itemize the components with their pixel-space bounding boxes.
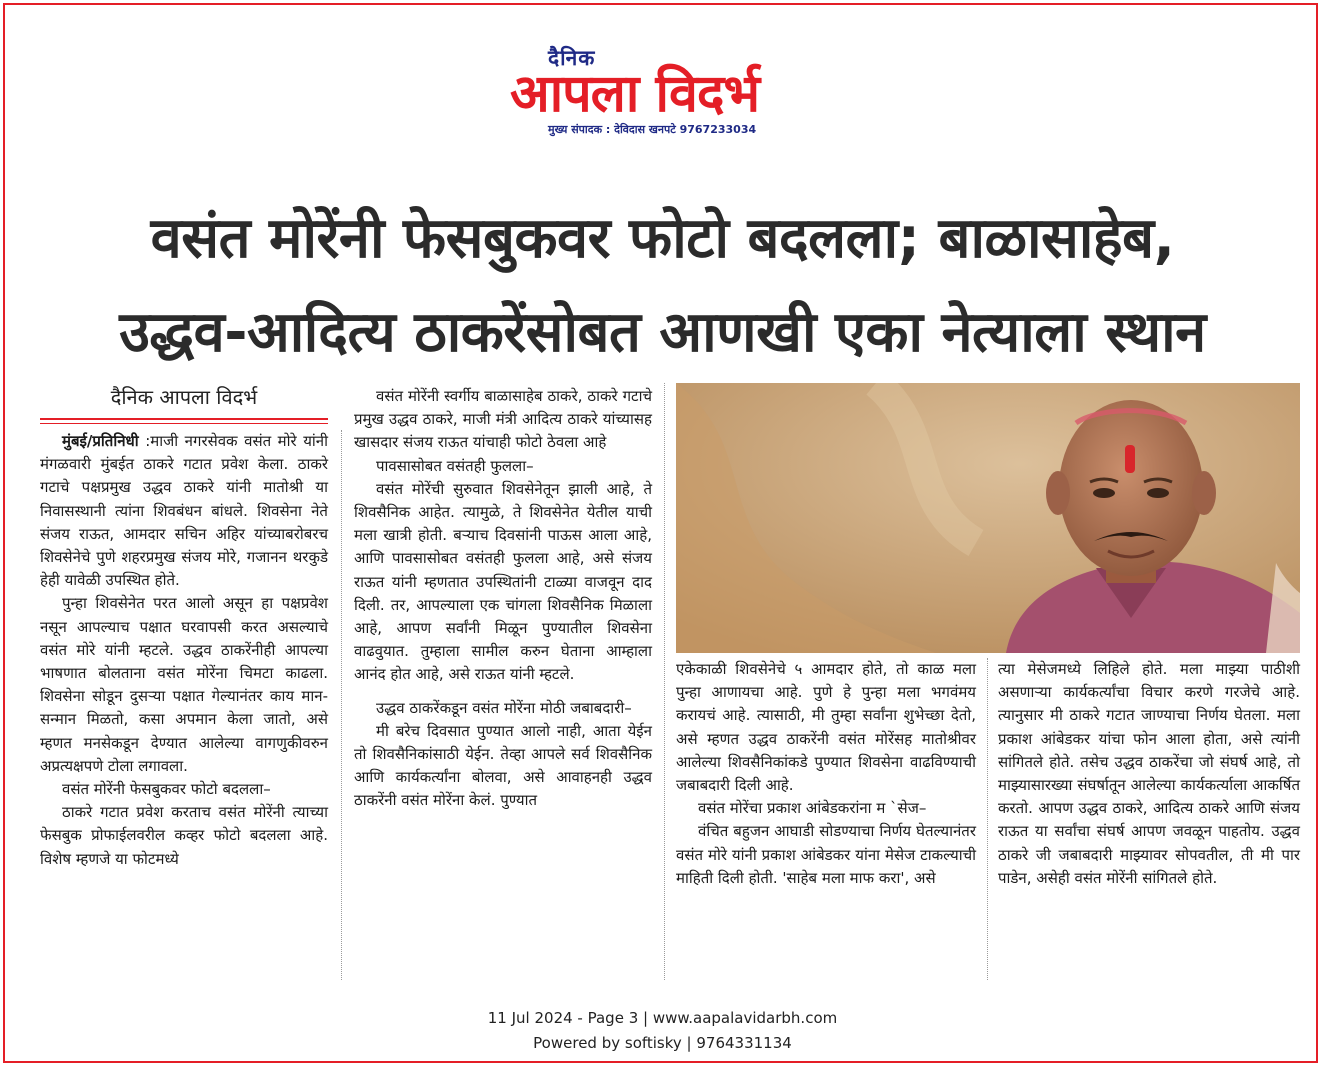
article-column-3 — [676, 658, 976, 890]
subheading: उद्धव ठाकरेंकडून वसंत मोरेंना मोठी जबाबदारी– — [376, 698, 632, 717]
column-divider — [987, 658, 988, 980]
article-column-4 — [998, 658, 1300, 890]
face — [1059, 400, 1203, 576]
byline-rule-thin — [40, 423, 328, 424]
article-paragraph: वसंत मोरेंची सुरुवात शिवसेनेतून झाली आहे, ते शिवसैनिक आहेत. त्यामुळे, ते शिवसेनेत येतील याची मला खात्री होती. बऱ्याच दिवसांनी पाऊस आला आहे, आणि पावसासोबत वसंतही फुलला आहे, असे संजय राऊत यांनी म्हणतात उपस्थितांनी टाळ्या वाजवून दाद दिली. तर, आपल्याला एक चांगला शिवसैनिक मिळाला आहे, आपण सर्वांनी मिळून पुण्यातील शिवसेना वाढवुयात. तुम्हाला सामील करुन घेताना आम्हाला आनंद होत आहे, असे राऊत यांनी म्हटले. — [354, 479, 652, 684]
headline — [40, 192, 1285, 380]
article-paragraph: वंचित बहुजन आघाडी सोडण्याचा निर्णय घेतल्यानंतर वसंत मोरे यांनी प्रकाश आंबेडकर यांना मेसेज टाकल्याची माहिती दिली होती. 'साहेब मला माफ करा', असे — [676, 822, 976, 887]
subheading: पावसासोबत वसंतही फुलला– — [376, 456, 534, 475]
photo-illustration — [676, 383, 1300, 653]
article-paragraph: ठाकरे गटात प्रवेश करताच वसंत मोरेंनी त्याच्या फेसबुक प्रोफाईलवरील कव्हर फोटो बदलला आहे. विशेष म्हणजे या फोटमध्ये — [40, 803, 328, 868]
column-divider — [341, 430, 342, 980]
article-paragraph: त्या मेसेजमध्ये लिहिले होते. मला माझ्या पाठीशी असणाऱ्या कार्यकर्त्यांचा विचार करणे गरजेचे आहे. त्यानुसार मी ठाकरे गटात जाण्याचा निर्णय घेतला. मला प्रकाश आंबेडकर यांचा फोन आला होता, असे त्यांनी सांगितले होते. तसेच उद्धव ठाकरेंचा जो संघर्ष आहे, तो माझ्यासारख्या संघर्षातून आलेल्या कार्यकर्त्याला आकर्षित करतो. आपण उद्धव ठाकरे, आदित्य ठाकरे आणि संजय राऊत या सर्वांचा संघर्ष आपण जवळून पाहतोय. उद्धव ठाकरे जी जबाबदारी माझ्यावर सोपवतील, ती मी पार पाडेन, असेही वसंत मोरेंनी सांगितले होते. — [998, 660, 1300, 887]
article-paragraph: एकेकाळी शिवसेनेचे ५ आमदार होते, तो काळ मला पुन्हा आणायचा आहे. पुणे हे पुन्हा मला भगवंमय करायचं आहे. त्यासाठी, मी तुम्हा सर्वांना शुभेच्छा देतो, असे म्हणत उद्धव ठाकरेंनी वसंत मोरेंसह मातोश्रीवर आलेल्या शिवसैनिकांकडे पुण्यात शिवसेना वाढविण्याची जबाबदारी दिली आहे. — [676, 660, 976, 795]
headline-line-2: उद्धव-आदित्य ठाकरेंसोबत आणखी एका नेत्याला स्थान — [119, 300, 1206, 365]
masthead-title: आपला विदर्भ — [510, 64, 760, 124]
paragraph-text: :माजी नगरसेवक वसंत मोरे यांनी मंगळवारी मुंबईत ठाकरे गटात प्रवेश केला. ठाकरे गटाचे पक्षप्रमुख उद्धव ठाकरे यांनी मातोश्री या निवासस्थानी त्यांना शिवबंधन बांधले. शिवसेना नेते संजय राऊत, आमदार सचिन अहिर यांच्याबरोबरच शिवसेनेचे पुणे शहरप्रमुख संजय मोरे, गजानन थरकुडे हेही यावेळी उपस्थित होते. — [40, 432, 328, 590]
article-paragraph: वसंत मोरेंनी स्वर्गीय बाळासाहेब ठाकरे, ठाकरे गटाचे प्रमुख उद्धव ठाकरे, माजी मंत्री आदित्य ठाकरे यांच्यासह खासदार संजय राऊत यांचाही फोटो ठेवला आहे — [354, 387, 652, 452]
article-paragraph: मी बरेच दिवसात पुण्यात आलो नाही, आता येईन तो शिवसैनिकांसाठी येईन. तेव्हा आपले सर्व शिवसैनिक आणि कार्यकर्त्यांना बोलवा, असे आवाहनही उद्धव ठाकरेंनी वसंत मोरेंना केलं. पुण्यात — [354, 721, 652, 810]
tilak-mark — [1125, 445, 1135, 473]
column-divider — [664, 383, 665, 980]
masthead-editor: मुख्य संपादक : देविदास खनपटे 9767233034 — [548, 123, 757, 136]
headline-line-1: वसंत मोरेंनी फेसबुकवर फोटो बदलला; बाळासाहेब, — [150, 206, 1175, 271]
article-column-2 — [354, 385, 652, 813]
subheading: वसंत मोरेंचा प्रकाश आंबेडकरांना म `सेज– — [698, 799, 927, 818]
masthead-prefix: दैनिक — [548, 46, 596, 70]
footer-powered-by: Powered by softisky | 9764331134 — [533, 1034, 792, 1052]
byline: दैनिक आपला विदर्भ — [110, 385, 258, 409]
byline-rule — [40, 418, 328, 420]
footer-date-page: 11 Jul 2024 - Page 3 | www.aapalavidarbh.com — [487, 1009, 838, 1027]
article-paragraph — [40, 430, 328, 592]
article-column-1 — [40, 430, 328, 871]
byline-box — [40, 383, 328, 424]
dateline: मुंबई/प्रतिनिधी — [62, 432, 139, 450]
article-paragraph: पुन्हा शिवसेनेत परत आलो असून हा पक्षप्रवेश नसून आपल्याच पक्षात घरवापसी करत असल्याचे वसंत मोरे यांनी म्हटले. उद्धव ठाकरेंनीही आपल्या भाषणात बोलताना वसंत मोरेंना चिमटा काढला. शिवसेना सोडून दुसऱ्या पक्षात गेल्यानंतर काय मान-सन्मान मिळतो, कसा अपमान केला जातो, असे म्हणत मनसेकडून देण्यात आलेल्या वागणुकीवरुन अप्रत्यक्षपणे टोला लगावला. — [40, 594, 328, 775]
subheading: वसंत मोरेंनी फेसबुकवर फोटो बदलला– — [62, 780, 271, 799]
news-photo — [676, 383, 1300, 653]
